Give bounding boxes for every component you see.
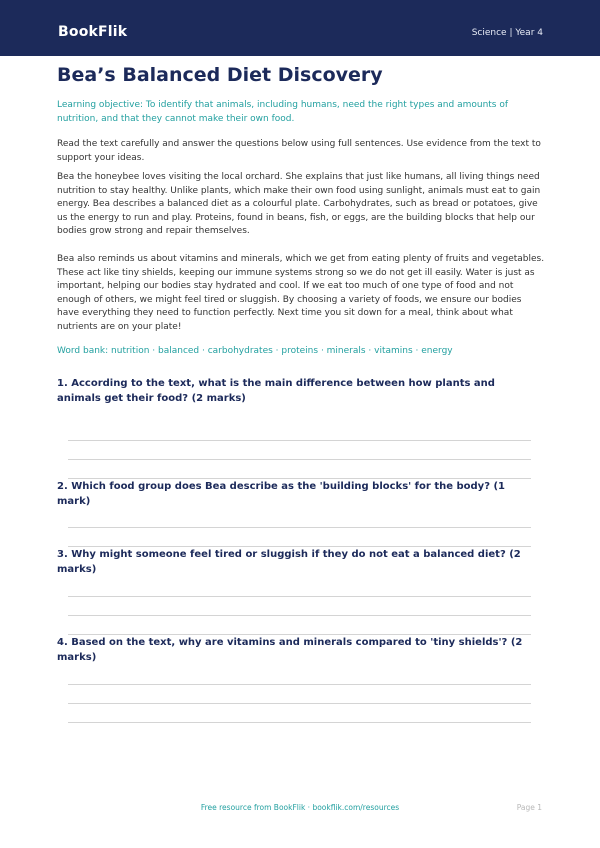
question-4: 4. Based on the text, why are vitamins and minerals compared to 'tiny shields'? (2 marks) <box>57 637 523 663</box>
answer-line[interactable] <box>68 459 531 460</box>
answer-line[interactable] <box>68 722 531 723</box>
page-title: Bea’s Balanced Diet Discovery <box>57 64 383 86</box>
answer-line[interactable] <box>68 684 531 685</box>
passage-paragraph-1: Bea the honeybee loves visiting the local orchard. She explains that just like humans, all living things need nutrition to stay healthy. Unlike plants, which make their own food using sunlight, animals must eat to gain energy. Bea describes a balanced diet as a colourful plate. Carbohydrates, such as bread or potatoes, give us the energy to run and play. Proteins, found in beans, fish, or eggs, are the building blocks that help our bodies grow strong and repair themselves. <box>57 172 541 236</box>
word-bank: Word bank: nutrition · balanced · carbohydrates · proteins · minerals · vitamins · energy <box>57 346 453 356</box>
answer-line[interactable] <box>68 440 531 441</box>
answer-line[interactable] <box>68 703 531 704</box>
passage-paragraph-2: Bea also reminds us about vitamins and minerals, which we get from eating plenty of fruits and vegetables. These act like tiny shields, keeping our immune systems strong so we do not get ill easily. Water is just as important, helping our bodies stay hydrated and cool. If we eat too much of one type of food and not enough of others, we might feel tired or sluggish. By choosing a variety of foods, we ensure our bodies have everything they need to function perfectly. Next time you sit down for a meal, think about what nutrients are on your plate! <box>57 254 545 332</box>
question-1: 1. According to the text, what is the main difference between how plants and animals get their food? (2 marks) <box>57 378 495 404</box>
subject-label: Science | Year 4 <box>471 28 543 38</box>
page-number: Page 1 <box>516 803 542 812</box>
answer-line[interactable] <box>68 615 531 616</box>
question-2: 2. Which food group does Bea describe as the 'building blocks' for the body? (1 mark) <box>57 481 505 507</box>
brand-logo: BookFlik <box>58 24 128 40</box>
footer-resource-link[interactable]: Free resource from BookFlik · bookflik.com/resources <box>200 803 400 812</box>
instructions-text: Read the text carefully and answer the questions below using full sentences. Use evidence from the text to support your ideas. <box>57 139 541 163</box>
answer-line[interactable] <box>68 596 531 597</box>
answer-line[interactable] <box>68 546 531 547</box>
answer-line[interactable] <box>68 478 531 479</box>
answer-line[interactable] <box>68 527 531 528</box>
question-3: 3. Why might someone feel tired or sluggish if they do not eat a balanced diet? (2 marks) <box>57 549 521 575</box>
page-header <box>0 0 600 56</box>
answer-line[interactable] <box>68 634 531 635</box>
learning-objective: Learning objective: To identify that animals, including humans, need the right types and amounts of nutrition, and that they cannot make their own food. <box>57 100 509 124</box>
